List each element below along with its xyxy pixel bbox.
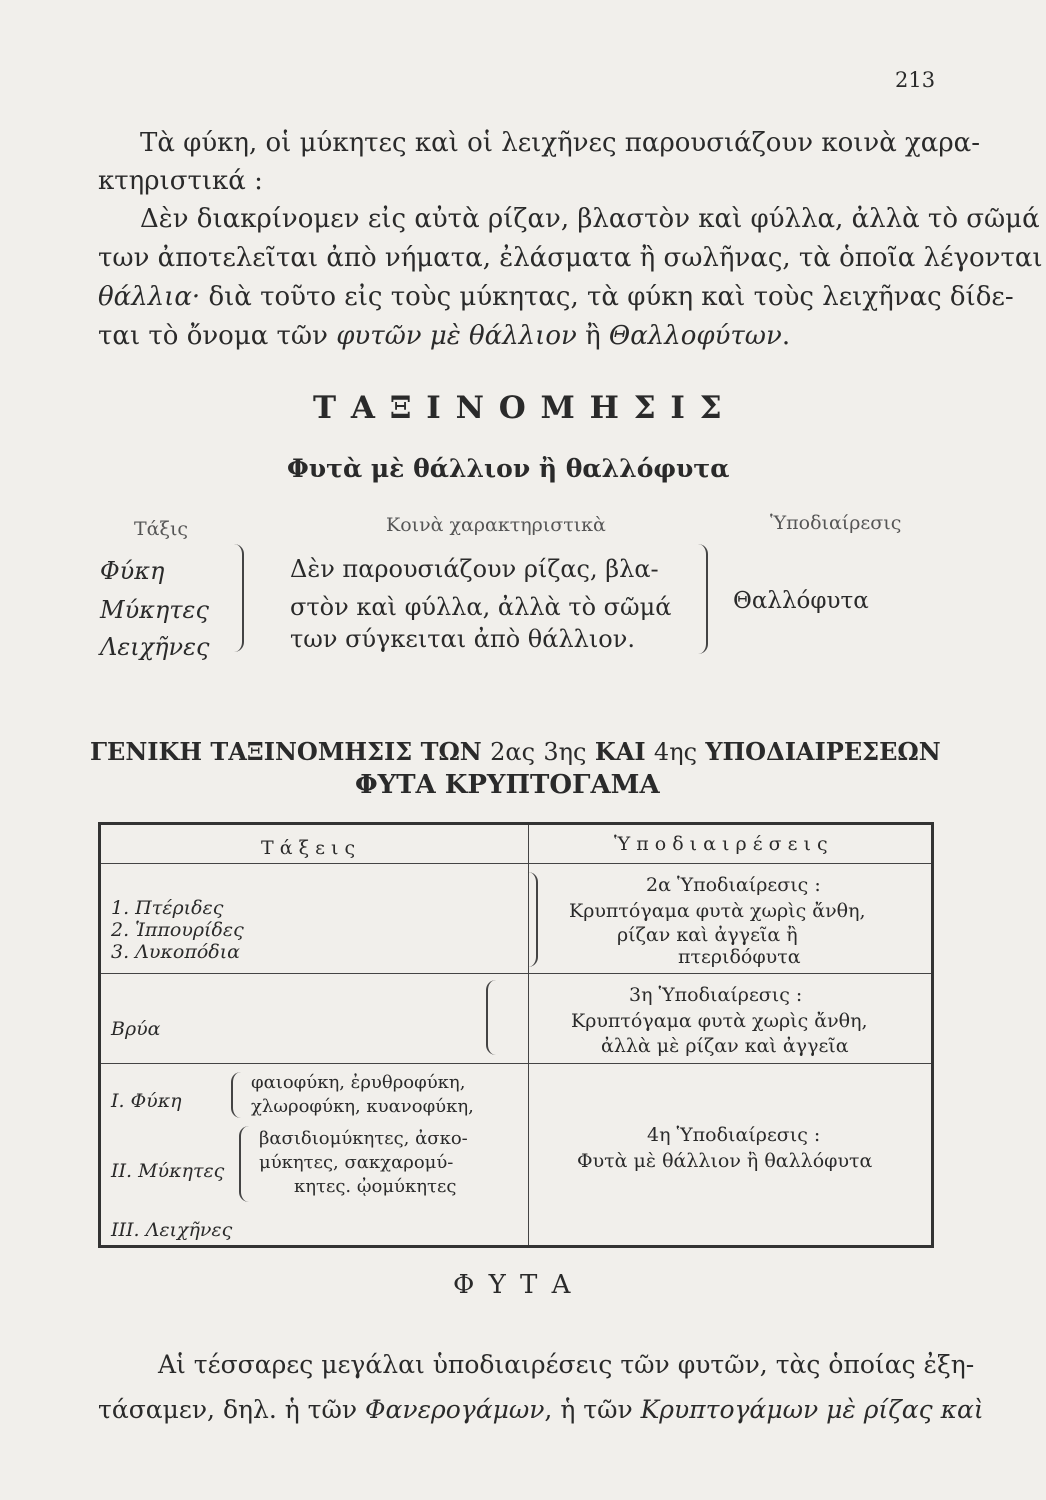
intro-term: Θαλλοφύτων — [608, 321, 782, 351]
table-row — [100, 1064, 933, 1247]
taxonomy-col-class: Τάξις — [134, 518, 189, 540]
table-row — [100, 864, 933, 974]
intro-line-text: . — [781, 321, 791, 351]
table-sub-line: πτεριδόφυτα — [678, 946, 801, 968]
taxonomy-subdivision: Θαλλόφυτα — [733, 588, 869, 614]
brace — [231, 1072, 243, 1118]
taxonomy-common-line: Δὲν παρουσιάζουν ρίζας, βλα- — [290, 555, 659, 583]
taxonomy-class: Φύκη — [100, 557, 165, 585]
intro-line: των ἀποτελεῖται ἀπὸ νήματα, ἐλάσματα ἢ σωλῆνας, τὰ ὁποῖα λέγονται — [98, 243, 1043, 273]
intro-term: φυτῶν μὲ θάλλιον — [336, 321, 577, 351]
general-heading-num: 3ης — [543, 738, 587, 766]
table-sub-line: 4η Ὑποδιαίρεσις : — [647, 1124, 821, 1146]
table-header-row — [100, 824, 933, 864]
general-heading-num: 4ης — [653, 738, 698, 766]
intro-line: κτηριστικά : — [98, 166, 263, 196]
table-cell-subdivision — [529, 864, 933, 974]
table-sub-line: 2α Ὑποδιαίρεσις : — [646, 874, 821, 896]
table-sub-line: Κρυπτόγαμα φυτὰ χωρὶς ἄνθη, — [571, 1010, 868, 1032]
table-row — [100, 974, 933, 1064]
taxonomy-heading: Τ Α Ξ Ι Ν Ο Μ Η Σ Ι Σ — [313, 390, 724, 426]
taxonomy-common-line: στὸν καὶ φύλλα, ἀλλὰ τὸ σῶμά — [290, 593, 672, 621]
general-heading-text: ΓΕΝΙΚΗ ΤΑΞΙΝΟΜΗΣΙΣ ΤΩΝ — [90, 737, 482, 766]
intro-line-text: ἢ — [576, 321, 609, 351]
plants-line-text: καὶ — [932, 1395, 984, 1424]
taxonomy-col-common: Κοινὰ χαρακτηριστικὰ — [386, 514, 606, 536]
taxonomy-class: Μύκητες — [100, 596, 209, 624]
general-heading-text: ΚΑΙ — [594, 737, 646, 766]
table-class-item: 1. Πτέριδες — [111, 897, 224, 919]
general-subheading: ΦΥΤΑ ΚΡΥΠΤΟΓΑΜΑ — [355, 770, 660, 800]
table-class-item: II. Μύκητες — [111, 1160, 225, 1182]
taxonomy-col-subdivision: Ὑποδιαίρεσις — [770, 512, 902, 534]
intro-term-thallia: θάλλια· — [98, 282, 201, 312]
table-class-item: I. Φύκη — [111, 1090, 182, 1112]
table-class-item: 2. Ἱππουρίδες — [111, 919, 244, 941]
brace-left — [232, 544, 244, 652]
table-header-text: Τ ά ξ ε ι ς — [261, 837, 356, 859]
intro-line-text: διὰ τοῦτο εἰς τοὺς μύκητας, τὰ φύκη καὶ τοὺς λειχῆνας δίδε- — [200, 282, 1014, 312]
general-heading-num: 2ας — [490, 738, 536, 766]
table-header-right — [529, 824, 933, 864]
plants-line: Αἱ τέσσαρες μεγάλαι ὑποδιαιρέσεις τῶν φυτῶν, τὰς ὁποίας ἐξη- — [158, 1350, 975, 1379]
table-cell-subdivision — [529, 1064, 933, 1247]
table-cell-classes — [100, 864, 529, 974]
table-cell-classes — [100, 974, 529, 1064]
table-class-detail: βασιδιομύκητες, ἀσκο- — [259, 1128, 468, 1149]
taxonomy-common-line: των σύγκειται ἀπὸ θάλλιον. — [290, 625, 635, 653]
table-header-left — [100, 824, 529, 864]
brace — [239, 1126, 251, 1202]
plants-line-text: τάσαμεν, δηλ. ἡ τῶν — [98, 1395, 366, 1424]
table-cell-classes — [100, 1064, 529, 1247]
brace — [486, 980, 498, 1055]
table-class-detail: φαιοφύκη, ἐρυθροφύκη, — [251, 1072, 466, 1093]
general-heading — [90, 737, 941, 766]
table-class-item: Βρύα — [111, 1018, 161, 1040]
taxonomy-subheading: Φυτὰ μὲ θάλλιον ἢ θαλλόφυτα — [287, 454, 730, 483]
intro-line: Τὰ φύκη, οἱ μύκητες καὶ οἱ λειχῆνες παρουσιάζουν κοινὰ χαρα- — [140, 128, 980, 158]
brace-right — [696, 544, 708, 654]
table-class-item: III. Λειχῆνες — [111, 1219, 233, 1241]
intro-line: Δὲν διακρίνομεν εἰς αὐτὰ ρίζαν, βλαστὸν καὶ φύλλα, ἀλλὰ τὸ σῶμά — [140, 204, 1040, 234]
intro-line-text: ται τὸ ὄνομα τῶν — [98, 321, 337, 351]
page-number: 213 — [895, 68, 936, 92]
table-sub-line: ρίζαν καὶ ἀγγεῖα ἢ — [617, 924, 798, 946]
plants-term: Φανερογάμων — [365, 1395, 545, 1424]
table-class-detail: μύκητες, σακχαρομύ- — [259, 1152, 454, 1173]
plants-heading: Φ Υ Τ Α — [453, 1270, 574, 1300]
general-heading-text: ΥΠΟΔΙΑΙΡΕΣΕΩΝ — [705, 737, 941, 766]
table-header-text: Ὑ π ο δ ι α ι ρ έ σ ε ι ς — [614, 833, 828, 855]
classification-table — [98, 822, 934, 1248]
table-sub-line: 3η Ὑποδιαίρεσις : — [629, 984, 803, 1006]
table-sub-line: Φυτὰ μὲ θάλλιον ἢ θαλλόφυτα — [577, 1150, 873, 1172]
plants-line-text: , ἡ τῶν — [544, 1395, 641, 1424]
table-class-detail: χλωροφύκη, κυανοφύκη, — [251, 1096, 474, 1117]
table-class-item: 3. Λυκοπόδια — [111, 941, 240, 963]
table-cell-subdivision — [529, 974, 933, 1064]
plants-line — [98, 1395, 984, 1424]
table-sub-line: Κρυπτόγαμα φυτὰ χωρὶς ἄνθη, — [569, 900, 866, 922]
table-class-detail: κητες. ᾠομύκητες — [294, 1176, 457, 1197]
table-sub-line: ἀλλὰ μὲ ρίζαν καὶ ἀγγεῖα — [601, 1035, 849, 1057]
intro-line — [98, 282, 1014, 312]
plants-term: Κρυπτογάμων μὲ ρίζας — [640, 1395, 933, 1424]
taxonomy-class: Λειχῆνες — [100, 633, 210, 661]
intro-line — [98, 321, 790, 351]
